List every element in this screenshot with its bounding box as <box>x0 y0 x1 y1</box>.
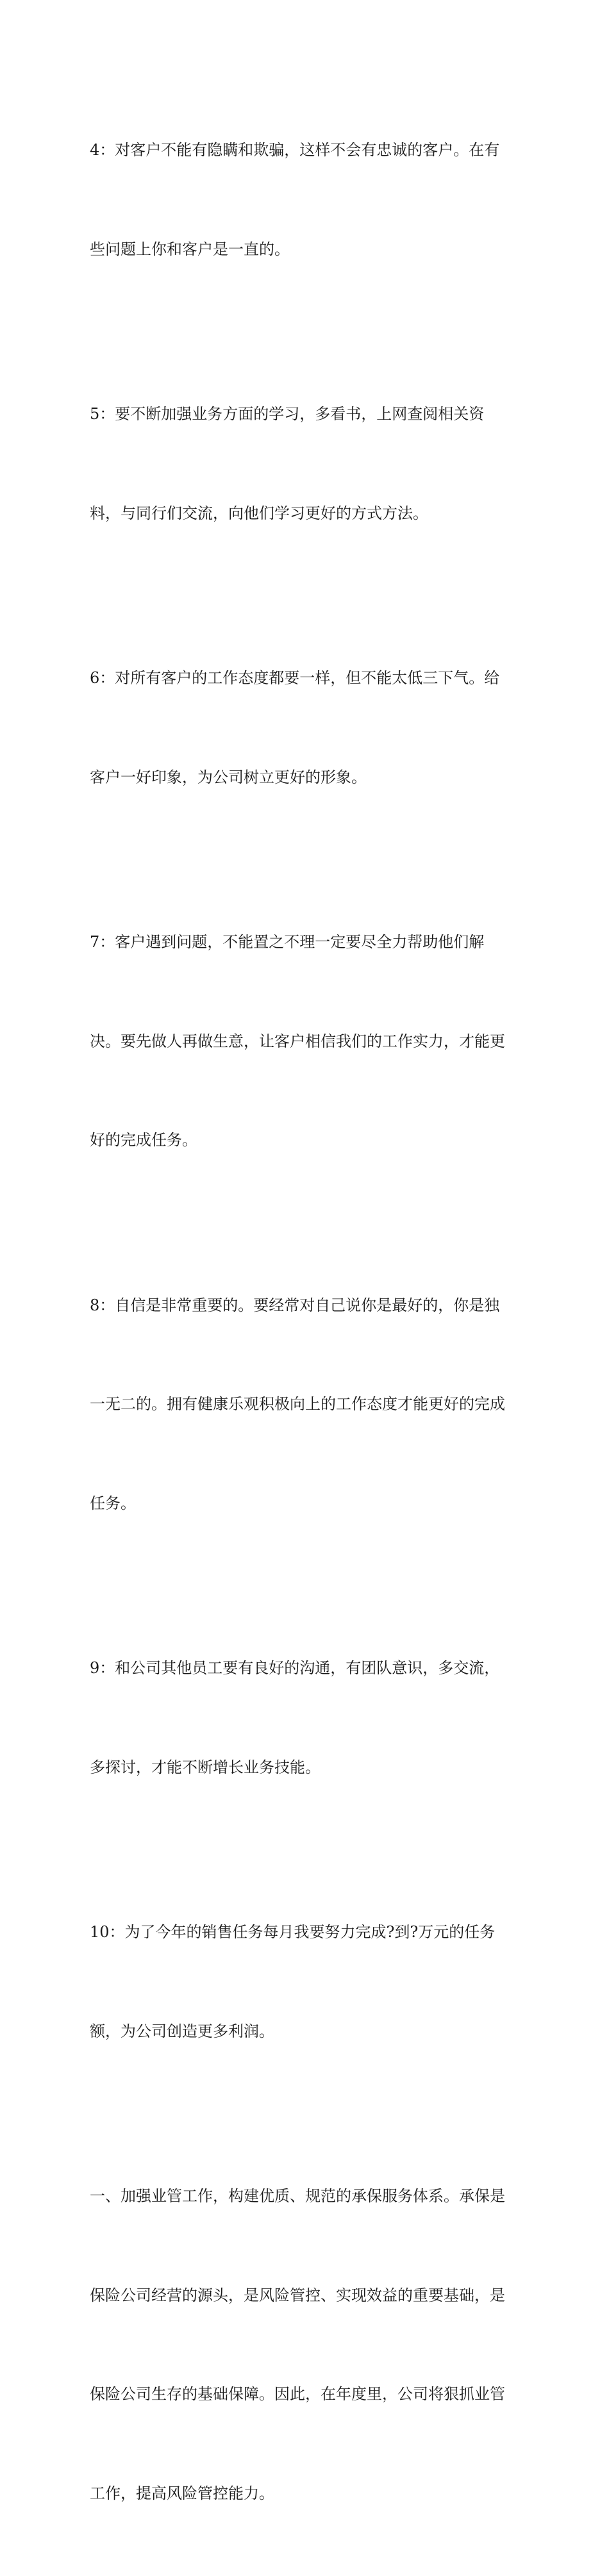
paragraph-item-10 <box>90 1850 526 2114</box>
text-line: 客户一好印象，为公司树立更好的形象。 <box>90 768 367 786</box>
text-line: 7：客户遇到问题，不能置之不理一定要尽全力帮助他们解 <box>90 933 485 951</box>
paragraph-section-one <box>90 2114 526 2576</box>
paragraph-item-9 <box>90 1586 526 1850</box>
text-line: 保险公司生存的基础保障。因此，在年度里，公司将狠抓业管 <box>90 2385 505 2403</box>
text-line: 保险公司经营的源头，是风险管控、实现效益的重要基础，是 <box>90 2286 505 2304</box>
text-line: 任务。 <box>90 1494 136 1512</box>
text-line: 些问题上你和客户是一直的。 <box>90 240 290 258</box>
text-line: 多探讨，才能不断增长业务技能。 <box>90 1758 321 1776</box>
text-line: 9：和公司其他员工要有良好的沟通，有团队意识，多交流， <box>90 1659 500 1677</box>
paragraph-item-6 <box>90 596 526 860</box>
paragraph-item-8 <box>90 1223 526 1587</box>
text-line: 5：要不断加强业务方面的学习，多看书，上网查阅相关资 <box>90 405 485 423</box>
text-line: 好的完成任务。 <box>90 1131 197 1149</box>
document-body <box>90 68 526 2576</box>
text-line: 决。要先做人再做生意，让客户相信我们的工作实力，才能更 <box>90 1032 505 1050</box>
text-line: 10：为了今年的销售任务每月我要努力完成?到?万元的任务 <box>90 1923 496 1941</box>
text-line: 一、加强业管工作，构建优质、规范的承保服务体系。承保是 <box>90 2187 505 2205</box>
text-line: 料，与同行们交流，向他们学习更好的方式方法。 <box>90 504 428 522</box>
paragraph-item-4 <box>90 68 526 332</box>
text-line: 一无二的。拥有健康乐观积极向上的工作态度才能更好的完成 <box>90 1395 505 1413</box>
text-line: 4：对客户不能有隐瞒和欺骗，这样不会有忠诚的客户。在有 <box>90 141 500 159</box>
paragraph-item-5 <box>90 332 526 596</box>
text-line: 8：自信是非常重要的。要经常对自己说你是最好的，你是独 <box>90 1296 500 1314</box>
text-line: 额，为公司创造更多利润。 <box>90 2022 274 2040</box>
text-line: 6：对所有客户的工作态度都要一样，但不能太低三下气。给 <box>90 669 500 687</box>
paragraph-item-7 <box>90 860 526 1223</box>
text-line: 工作，提高风险管控能力。 <box>90 2484 274 2502</box>
